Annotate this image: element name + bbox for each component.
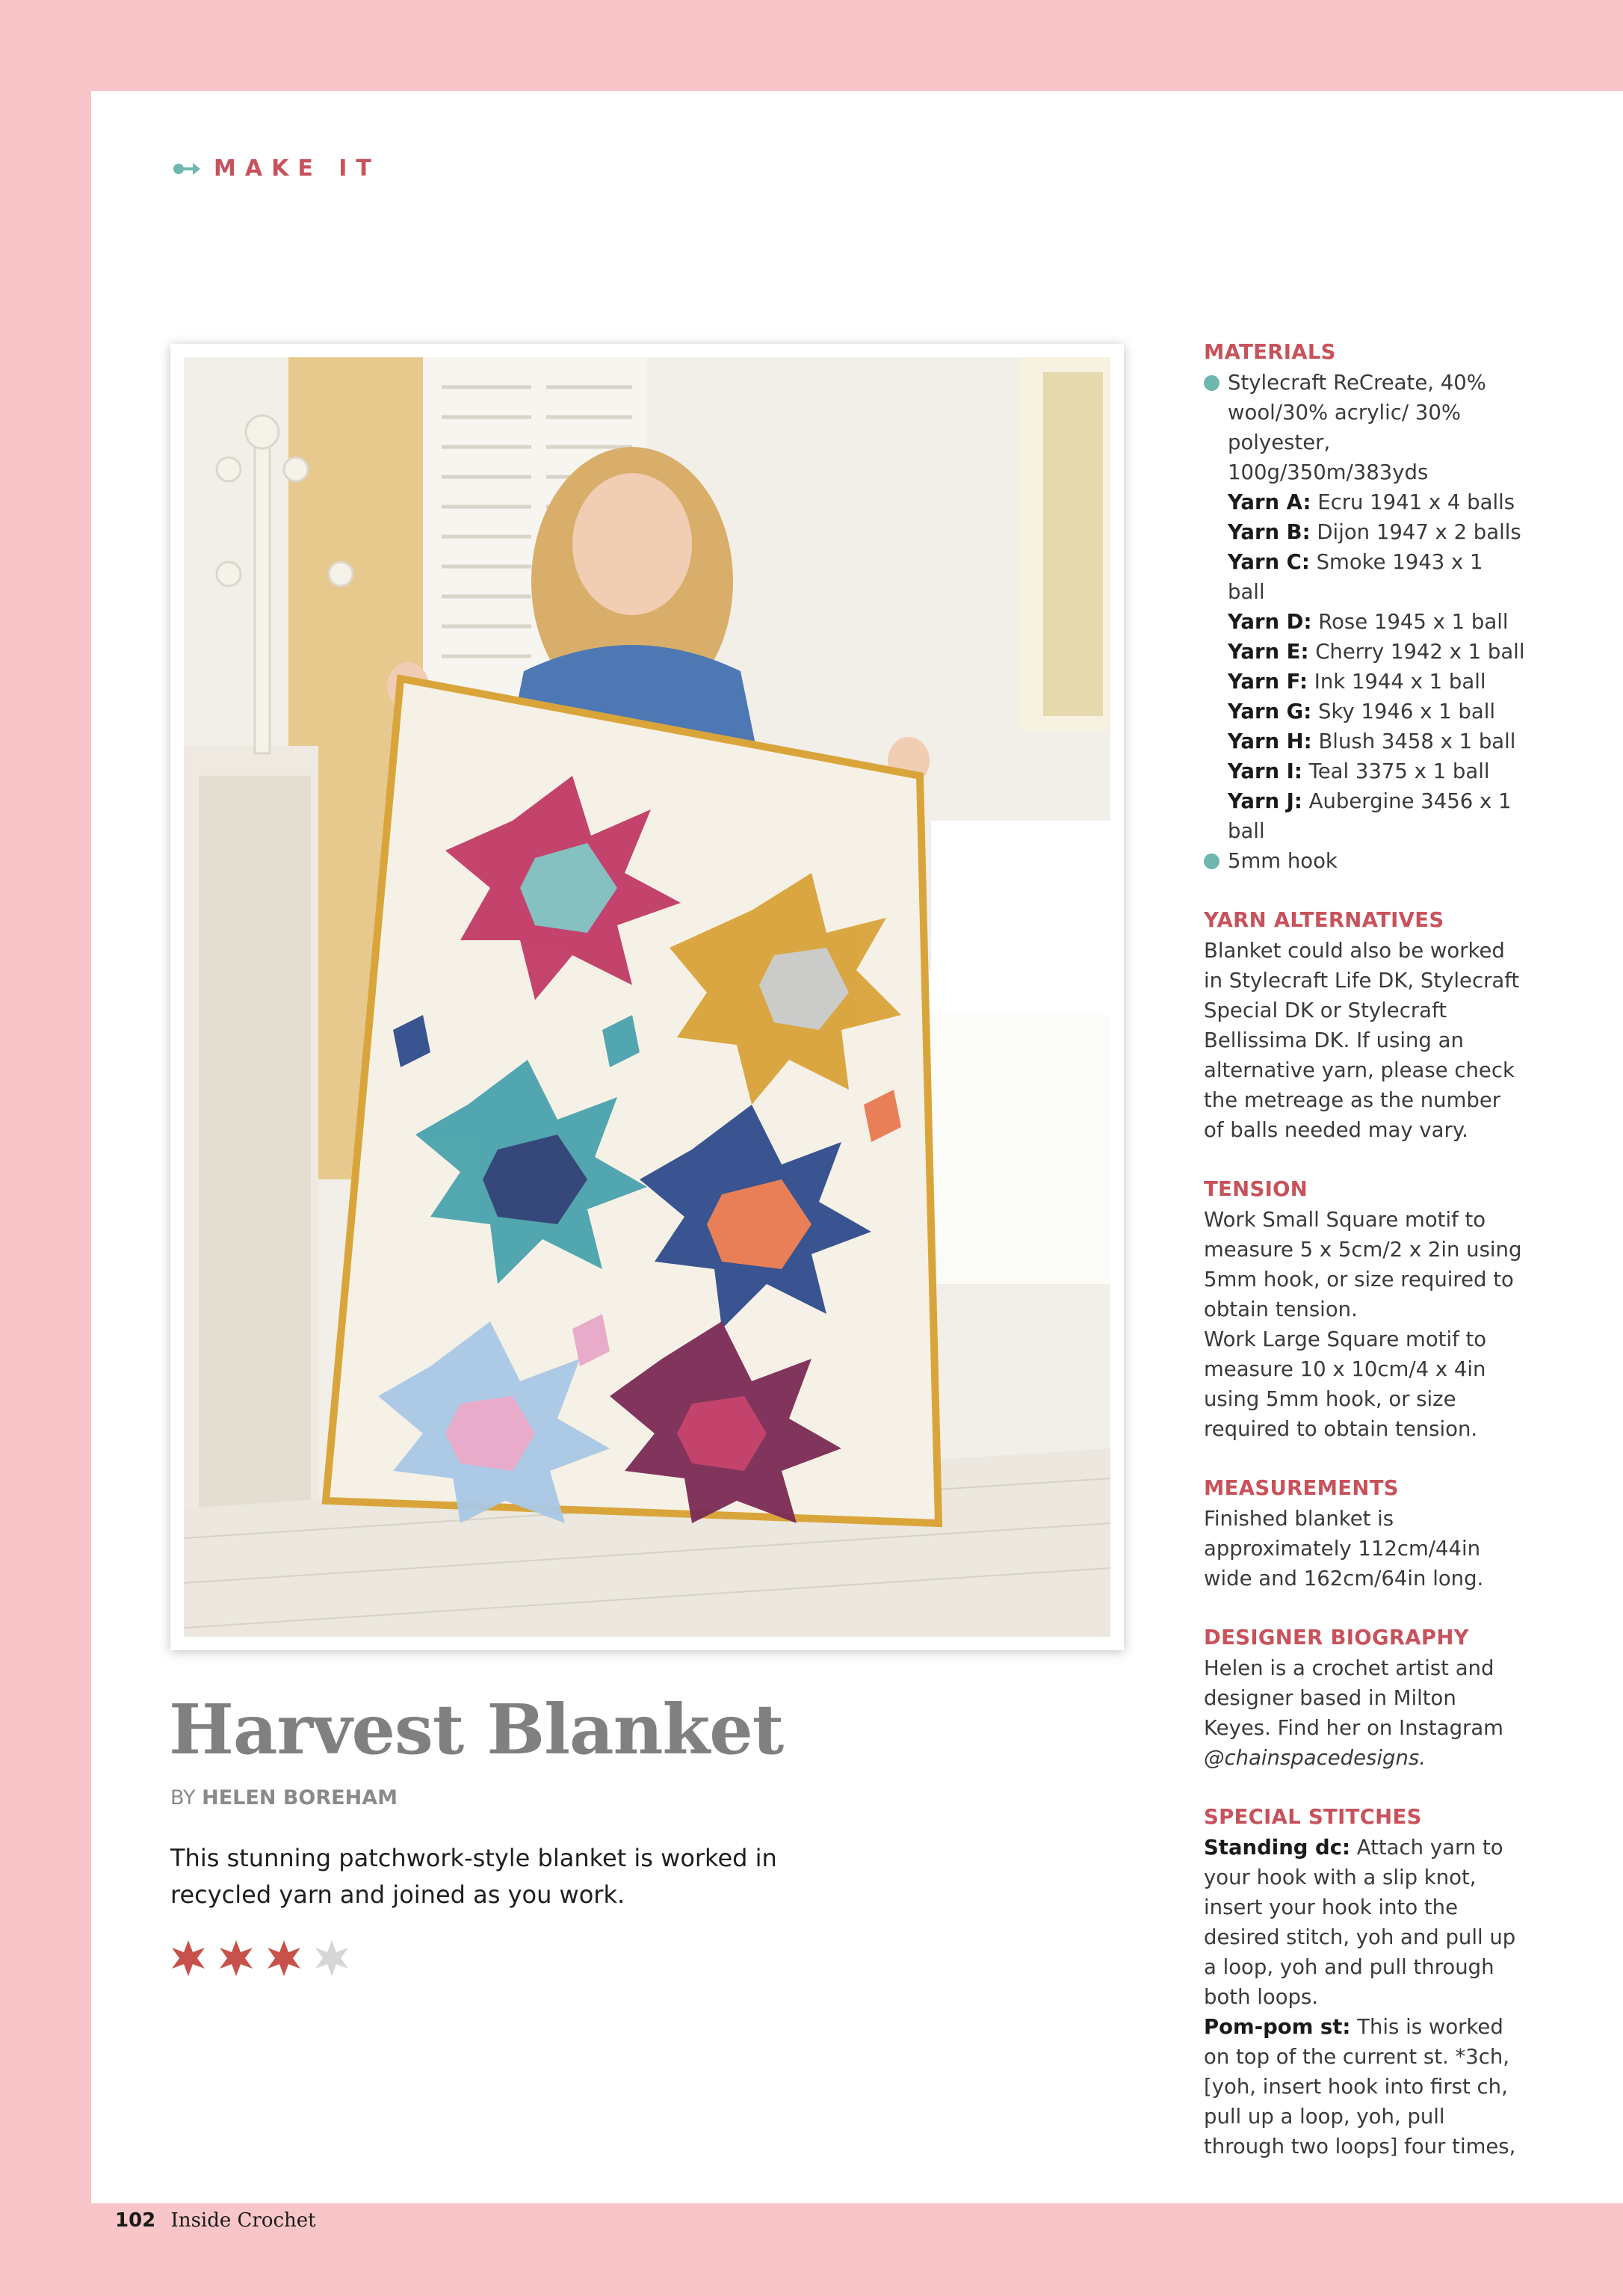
special-stitches-section (1204, 1801, 1525, 2161)
measurements-text: Finished blanket is approximately 112cm/44in wide and 162cm/64in long. (1204, 1507, 1484, 1590)
byline-prefix: BY (170, 1786, 196, 1809)
yarn-line: Yarn A: Ecru 1941 x 4 balls (1228, 490, 1515, 514)
yarn-alternatives-heading: YARN ALTERNATIVES (1204, 908, 1444, 932)
magazine-name: Inside Crochet (170, 2209, 316, 2232)
yarn-alternatives-section (1204, 904, 1525, 1145)
special-stitches-heading: SPECIAL STITCHES (1204, 1805, 1422, 1829)
section-tag (172, 155, 380, 182)
designer-biography-section (1204, 1622, 1525, 1773)
section-label: MAKE IT (214, 155, 380, 182)
stitch-pom-pom: Pom-pom st: This is worked on top of the current st. *3ch, [yoh, insert hook into first ch, pull up a loop, yoh, pull through two loops] four times, (1204, 2015, 1516, 2158)
yarn-line: Yarn H: Blush 3458 x 1 ball (1228, 729, 1516, 753)
materials-hook-item: 5mm hook (1204, 846, 1525, 876)
yarn-line: Yarn C: Smoke 1943 x 1 ball (1228, 550, 1483, 604)
yarn-line: Yarn G: Sky 1946 x 1 ball (1228, 700, 1495, 723)
tension-section (1204, 1173, 1525, 1444)
standfirst: This stunning patchwork-style blanket is worked in recycled yarn and joined as you work. (170, 1844, 777, 1909)
designer-biography-heading: DESIGNER BIOGRAPHY (1204, 1626, 1469, 1650)
designer-biography-text: Helen is a crochet artist and designer based in Milton Keyes. Find her on Instagram @chainspacedesigns. (1204, 1656, 1503, 1770)
tension-heading: TENSION (1204, 1177, 1308, 1201)
tension-text-small: Work Small Square motif to measure 5 x 5cm/2 x 2in using 5mm hook, or size required to obtain tension. (1204, 1208, 1522, 1321)
yarn-line: Yarn J: Aubergine 3456 x 1 ball (1228, 789, 1512, 843)
difficulty-rating (169, 1939, 351, 1978)
yarn-line: Yarn B: Dijon 1947 x 2 balls (1228, 520, 1521, 544)
yarn-alternatives-text: Blanket could also be worked in Stylecraft Life DK, Stylecraft Special DK or Stylecraft Bellissima DK. If using an alternative yarn, please check the metreage as the number of balls needed may vary. (1204, 939, 1520, 1142)
yarn-line: Yarn I: Teal 3375 x 1 ball (1228, 759, 1490, 783)
yarn-description: Stylecraft ReCreate, 40% wool/30% acrylic/ 30% polyester, 100g/350m/383yds (1228, 371, 1486, 484)
star-filled-icon (265, 1939, 303, 1978)
byline (170, 1786, 398, 1809)
stitch-standing-dc: Standing dc: Attach yarn to your hook with a slip knot, insert your hook into the desired stitch, yoh and pull up a loop, yoh and pull through both loops. (1204, 1836, 1516, 2009)
measurements-section (1204, 1472, 1525, 1593)
blanket-photo-illustration (184, 357, 1110, 1637)
page-number: 102 (115, 2209, 156, 2232)
measurements-heading: MEASUREMENTS (1204, 1476, 1399, 1500)
materials-heading: MATERIALS (1204, 340, 1336, 364)
yarn-line: Yarn D: Rose 1945 x 1 ball (1228, 610, 1509, 634)
sidebar (1204, 336, 1525, 2190)
article-title: Harvest Blanket (169, 1689, 784, 1770)
author-name: HELEN BOREHAM (202, 1786, 398, 1809)
feature-photo-frame (170, 344, 1124, 1650)
materials-section (1204, 336, 1525, 876)
instagram-handle: @chainspacedesigns. (1204, 1746, 1426, 1770)
arrow-icon (172, 158, 202, 180)
materials-yarn-item (1204, 368, 1525, 846)
feature-photo (184, 357, 1110, 1637)
tension-text-large: Work Large Square motif to measure 10 x 10cm/4 x 4in using 5mm hook, or size required to obtain tension. (1204, 1327, 1487, 1441)
star-filled-icon (217, 1939, 256, 1978)
star-empty-icon (312, 1939, 351, 1978)
page-footer (115, 2209, 316, 2232)
star-filled-icon (169, 1939, 208, 1978)
yarn-line: Yarn F: Ink 1944 x 1 ball (1228, 670, 1486, 694)
yarn-line: Yarn E: Cherry 1942 x 1 ball (1228, 640, 1525, 664)
